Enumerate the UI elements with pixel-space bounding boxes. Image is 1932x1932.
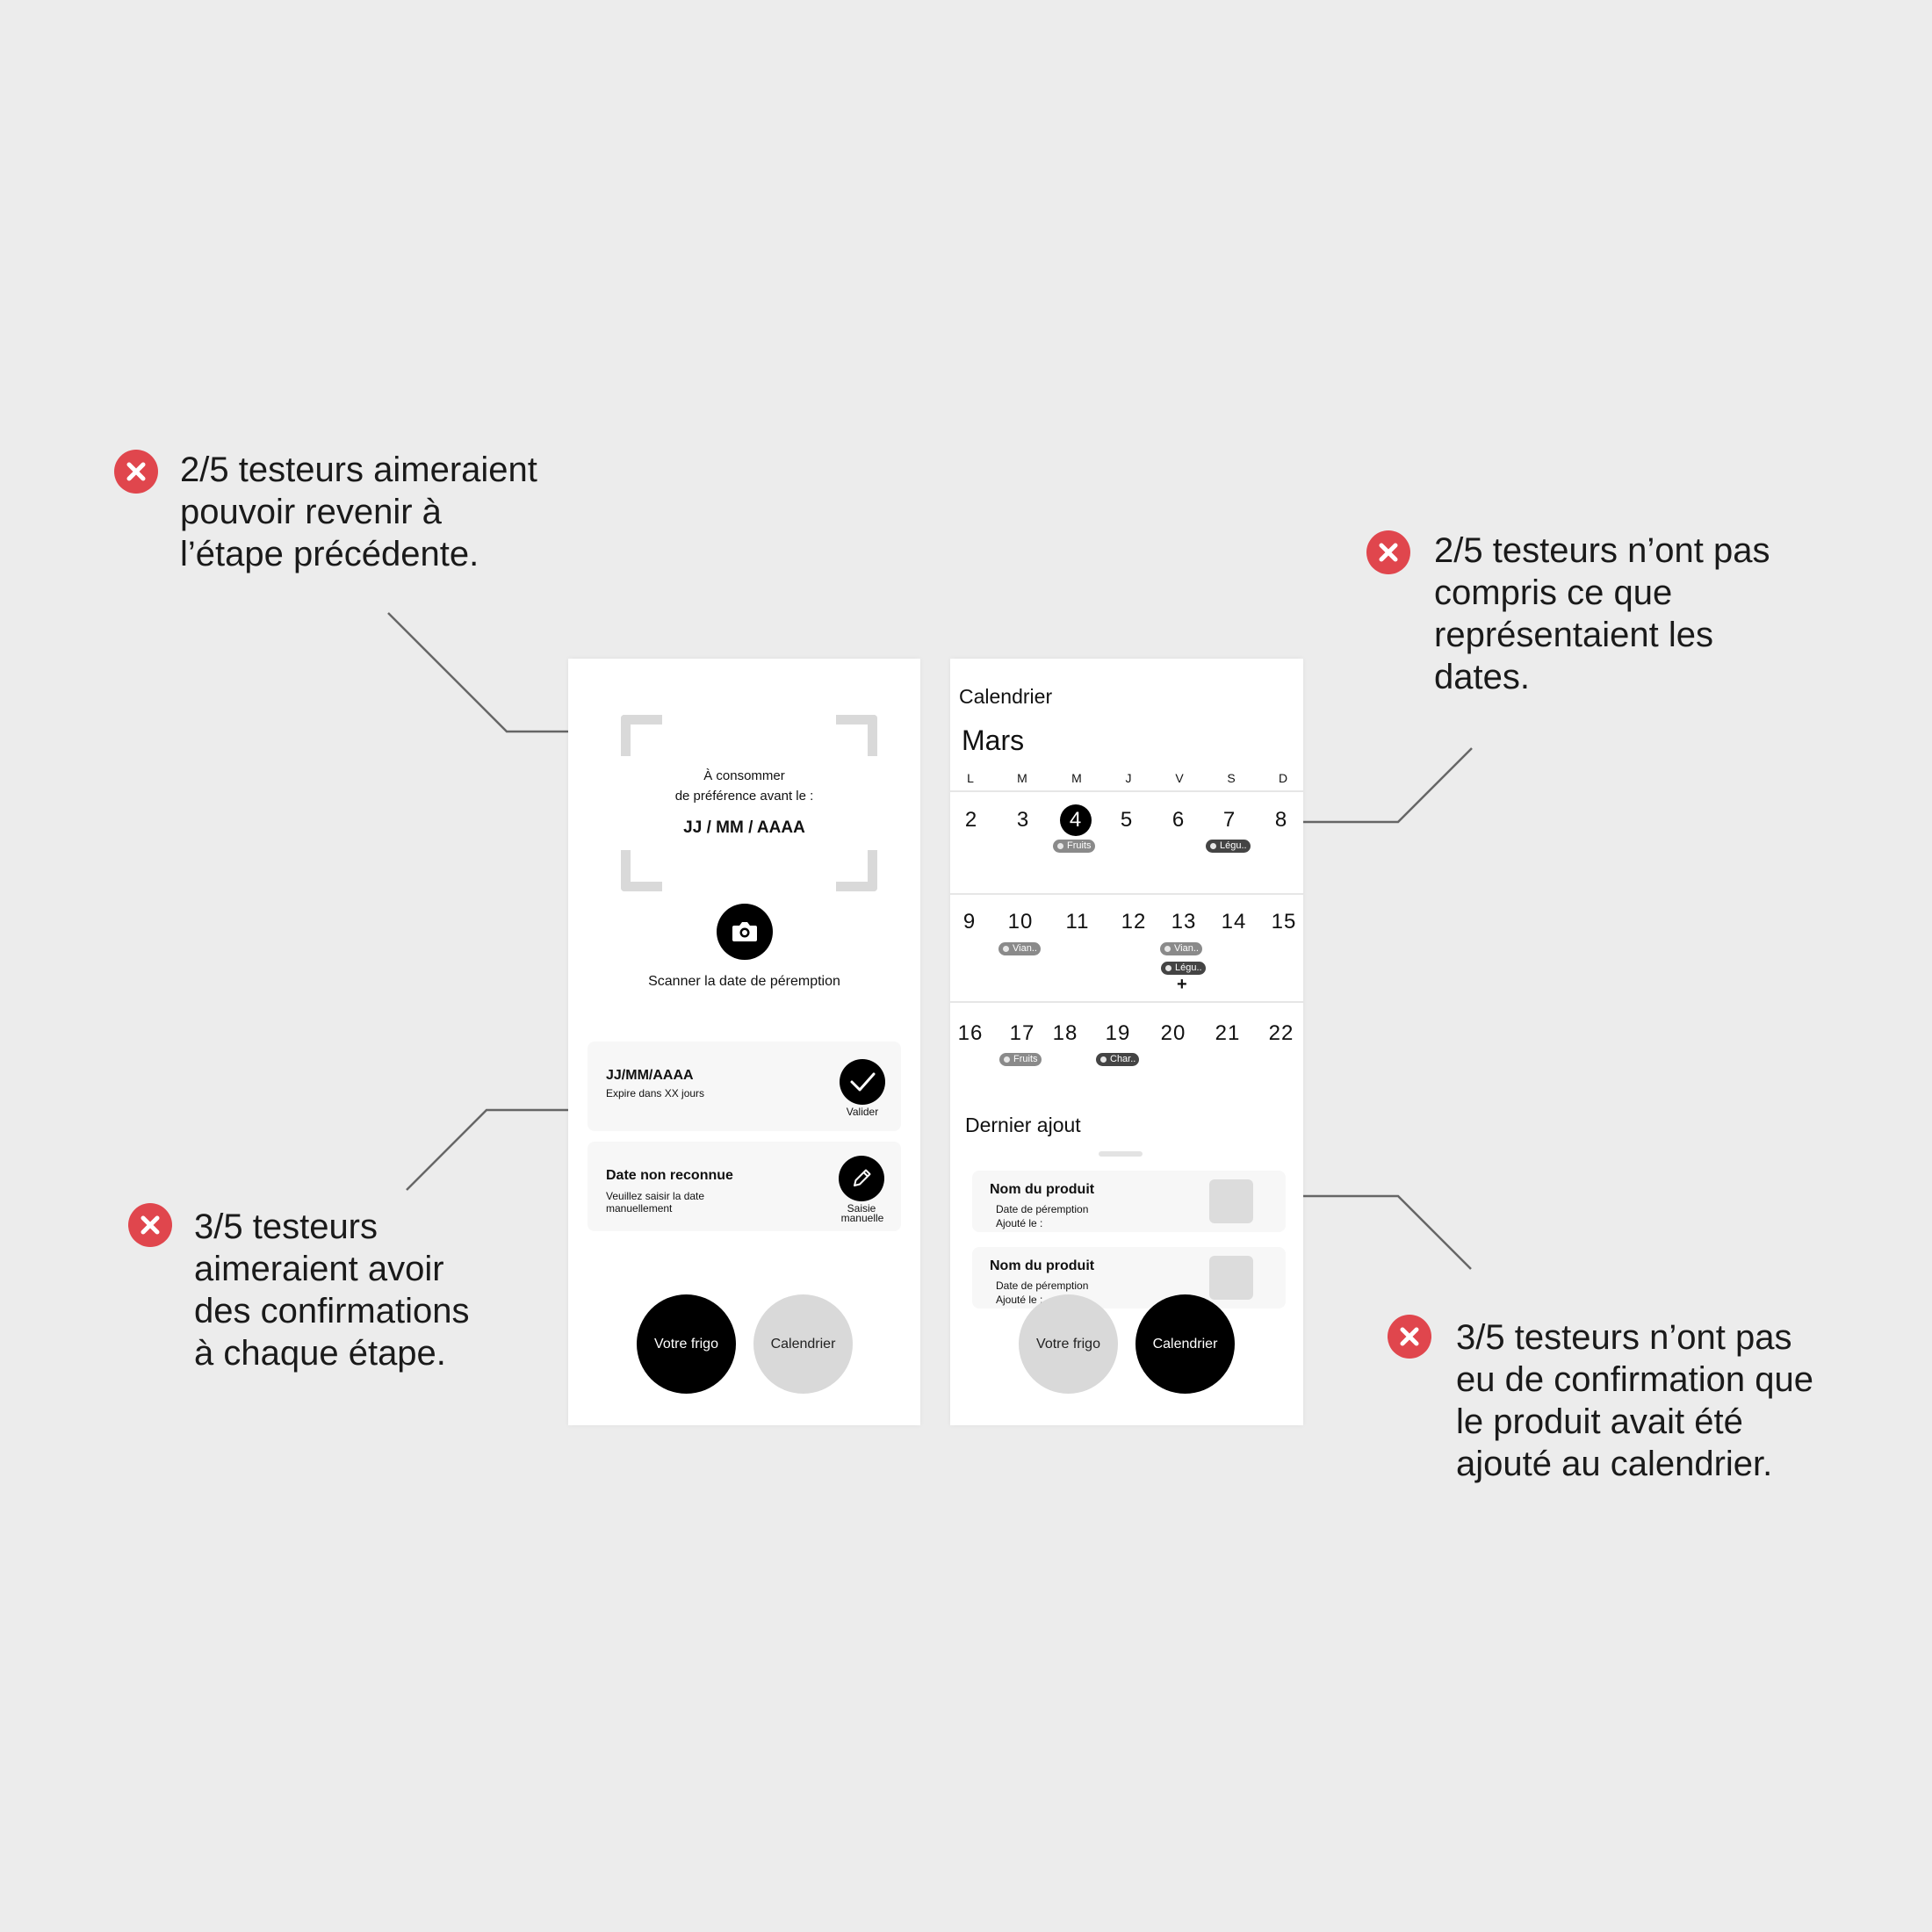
manual-entry-button[interactable]	[839, 1156, 884, 1201]
weekday-label: J	[1125, 771, 1132, 785]
date-detected-card	[588, 1042, 901, 1131]
calendar-day[interactable]: 6	[1171, 808, 1186, 832]
error-icon	[1388, 1315, 1431, 1359]
week-separator	[950, 893, 1303, 895]
nav-fridge-button[interactable]: Votre frigo	[637, 1294, 736, 1394]
weekday-label: L	[967, 771, 974, 785]
camera-icon	[717, 904, 773, 960]
scan-screen	[568, 659, 920, 1425]
nav-calendar-button[interactable]: Calendrier	[1135, 1294, 1235, 1394]
nav-calendar-button[interactable]: Calendrier	[753, 1294, 853, 1394]
tag-chip[interactable]: Légu..	[1161, 962, 1206, 975]
scan-frame-corner	[836, 850, 877, 891]
calendar-day[interactable]: 21	[1215, 1021, 1241, 1045]
calendar-day[interactable]: 5	[1120, 808, 1134, 832]
calendar-day[interactable]: 8	[1274, 808, 1288, 832]
manual-entry-label-line2: manuelle	[840, 1212, 884, 1224]
scan-caption: Scanner la date de péremption	[648, 974, 840, 989]
manual-entry-label-line1: Saisie	[847, 1202, 876, 1215]
tag-chip[interactable]: Fruits	[1053, 840, 1095, 853]
calendar-day[interactable]: 11	[1065, 910, 1090, 934]
product-thumbnail	[1209, 1256, 1253, 1300]
tag-chip[interactable]: Vian..	[1160, 942, 1202, 955]
scan-label-line1: À consommer	[703, 768, 785, 783]
check-icon	[840, 1059, 885, 1105]
product-expiry: Date de péremption	[996, 1280, 1089, 1292]
calendar-day-today[interactable]: 4	[1069, 808, 1083, 832]
error-icon	[128, 1203, 172, 1247]
validate-label: Valider	[846, 1106, 879, 1118]
drag-handle[interactable]	[1099, 1151, 1143, 1157]
annotation-dates-unclear: 2/5 testeurs n’ont pas compris ce que représentaient les dates.	[1434, 531, 1770, 696]
calendar-day[interactable]: 10	[1007, 910, 1034, 934]
weekday-label: D	[1278, 771, 1288, 785]
weekday-label: M	[1017, 771, 1027, 785]
detected-date: JJ/MM/AAAA	[606, 1068, 694, 1083]
calendar-day[interactable]: 22	[1268, 1021, 1294, 1045]
product-thumbnail	[1209, 1179, 1253, 1223]
scan-label-line2: de préférence avant le :	[674, 789, 814, 804]
calendar-day[interactable]: 20	[1160, 1021, 1186, 1045]
calendar-day[interactable]: 15	[1271, 910, 1297, 934]
product-added: Ajouté le :	[996, 1217, 1043, 1229]
product-expiry: Date de péremption	[996, 1203, 1089, 1215]
annotation-confirmations: 3/5 testeurs aimeraient avoir des confirmations à chaque étape.	[194, 1208, 470, 1373]
manual-hint-line2: manuellement	[606, 1202, 673, 1215]
more-tags-icon[interactable]: +	[1177, 975, 1187, 994]
scan-date-format: JJ / MM / AAAA	[683, 818, 805, 837]
weekday-label: M	[1071, 771, 1082, 785]
scan-frame-corner	[621, 850, 662, 891]
product-card[interactable]	[972, 1171, 1286, 1232]
calendar-day[interactable]: 14	[1221, 910, 1247, 934]
error-icon	[1366, 530, 1410, 574]
manual-hint-line1: Veuillez saisir la date	[606, 1190, 705, 1202]
calendar-day[interactable]: 13	[1171, 910, 1197, 934]
weekday-label: S	[1227, 771, 1236, 785]
calendar-month: Mars	[962, 724, 1025, 756]
tag-chip[interactable]: Vian..	[998, 942, 1041, 955]
annotation-back-step: 2/5 testeurs aimeraient pouvoir revenir à l’étape précédente.	[180, 451, 537, 573]
calendar-day[interactable]: 7	[1222, 808, 1236, 832]
calendar-day[interactable]: 19	[1105, 1021, 1131, 1045]
week-separator	[950, 1001, 1303, 1003]
tag-chip[interactable]: Char..	[1096, 1053, 1139, 1066]
validate-button[interactable]	[840, 1059, 885, 1105]
product-name: Nom du produit	[990, 1182, 1095, 1197]
product-name: Nom du produit	[990, 1258, 1095, 1273]
calendar-day[interactable]: 9	[962, 910, 977, 934]
calendar-screen	[950, 659, 1303, 1425]
date-unrecognized-card	[588, 1142, 901, 1231]
camera-button[interactable]	[717, 904, 773, 960]
scan-frame-corner	[621, 715, 662, 756]
recent-title: Dernier ajout	[965, 1114, 1081, 1136]
scan-frame-corner	[836, 715, 877, 756]
annotation-added-confirmation: 3/5 testeurs n’ont pas eu de confirmation que le produit avait été ajouté au calendrier.	[1456, 1318, 1813, 1483]
unrecognized-title: Date non reconnue	[606, 1168, 733, 1183]
expiry-countdown: Expire dans XX jours	[606, 1087, 705, 1099]
weekday-label: V	[1175, 771, 1184, 785]
pencil-icon	[839, 1156, 884, 1201]
calendar-day[interactable]: 3	[1016, 808, 1030, 832]
product-card[interactable]	[972, 1247, 1286, 1308]
nav-fridge-button[interactable]: Votre frigo	[1019, 1294, 1118, 1394]
tag-chip[interactable]: Fruits	[999, 1053, 1042, 1066]
product-added: Ajouté le :	[996, 1294, 1043, 1306]
calendar-day[interactable]: 2	[964, 808, 978, 832]
calendar-title: Calendrier	[959, 685, 1053, 708]
week-separator	[950, 790, 1303, 792]
error-icon	[114, 450, 158, 494]
calendar-day[interactable]: 12	[1121, 910, 1147, 934]
calendar-day[interactable]: 17	[1009, 1021, 1035, 1045]
tag-chip[interactable]: Légu..	[1206, 840, 1251, 853]
calendar-day[interactable]: 18	[1052, 1021, 1078, 1045]
calendar-day[interactable]: 16	[957, 1021, 984, 1045]
